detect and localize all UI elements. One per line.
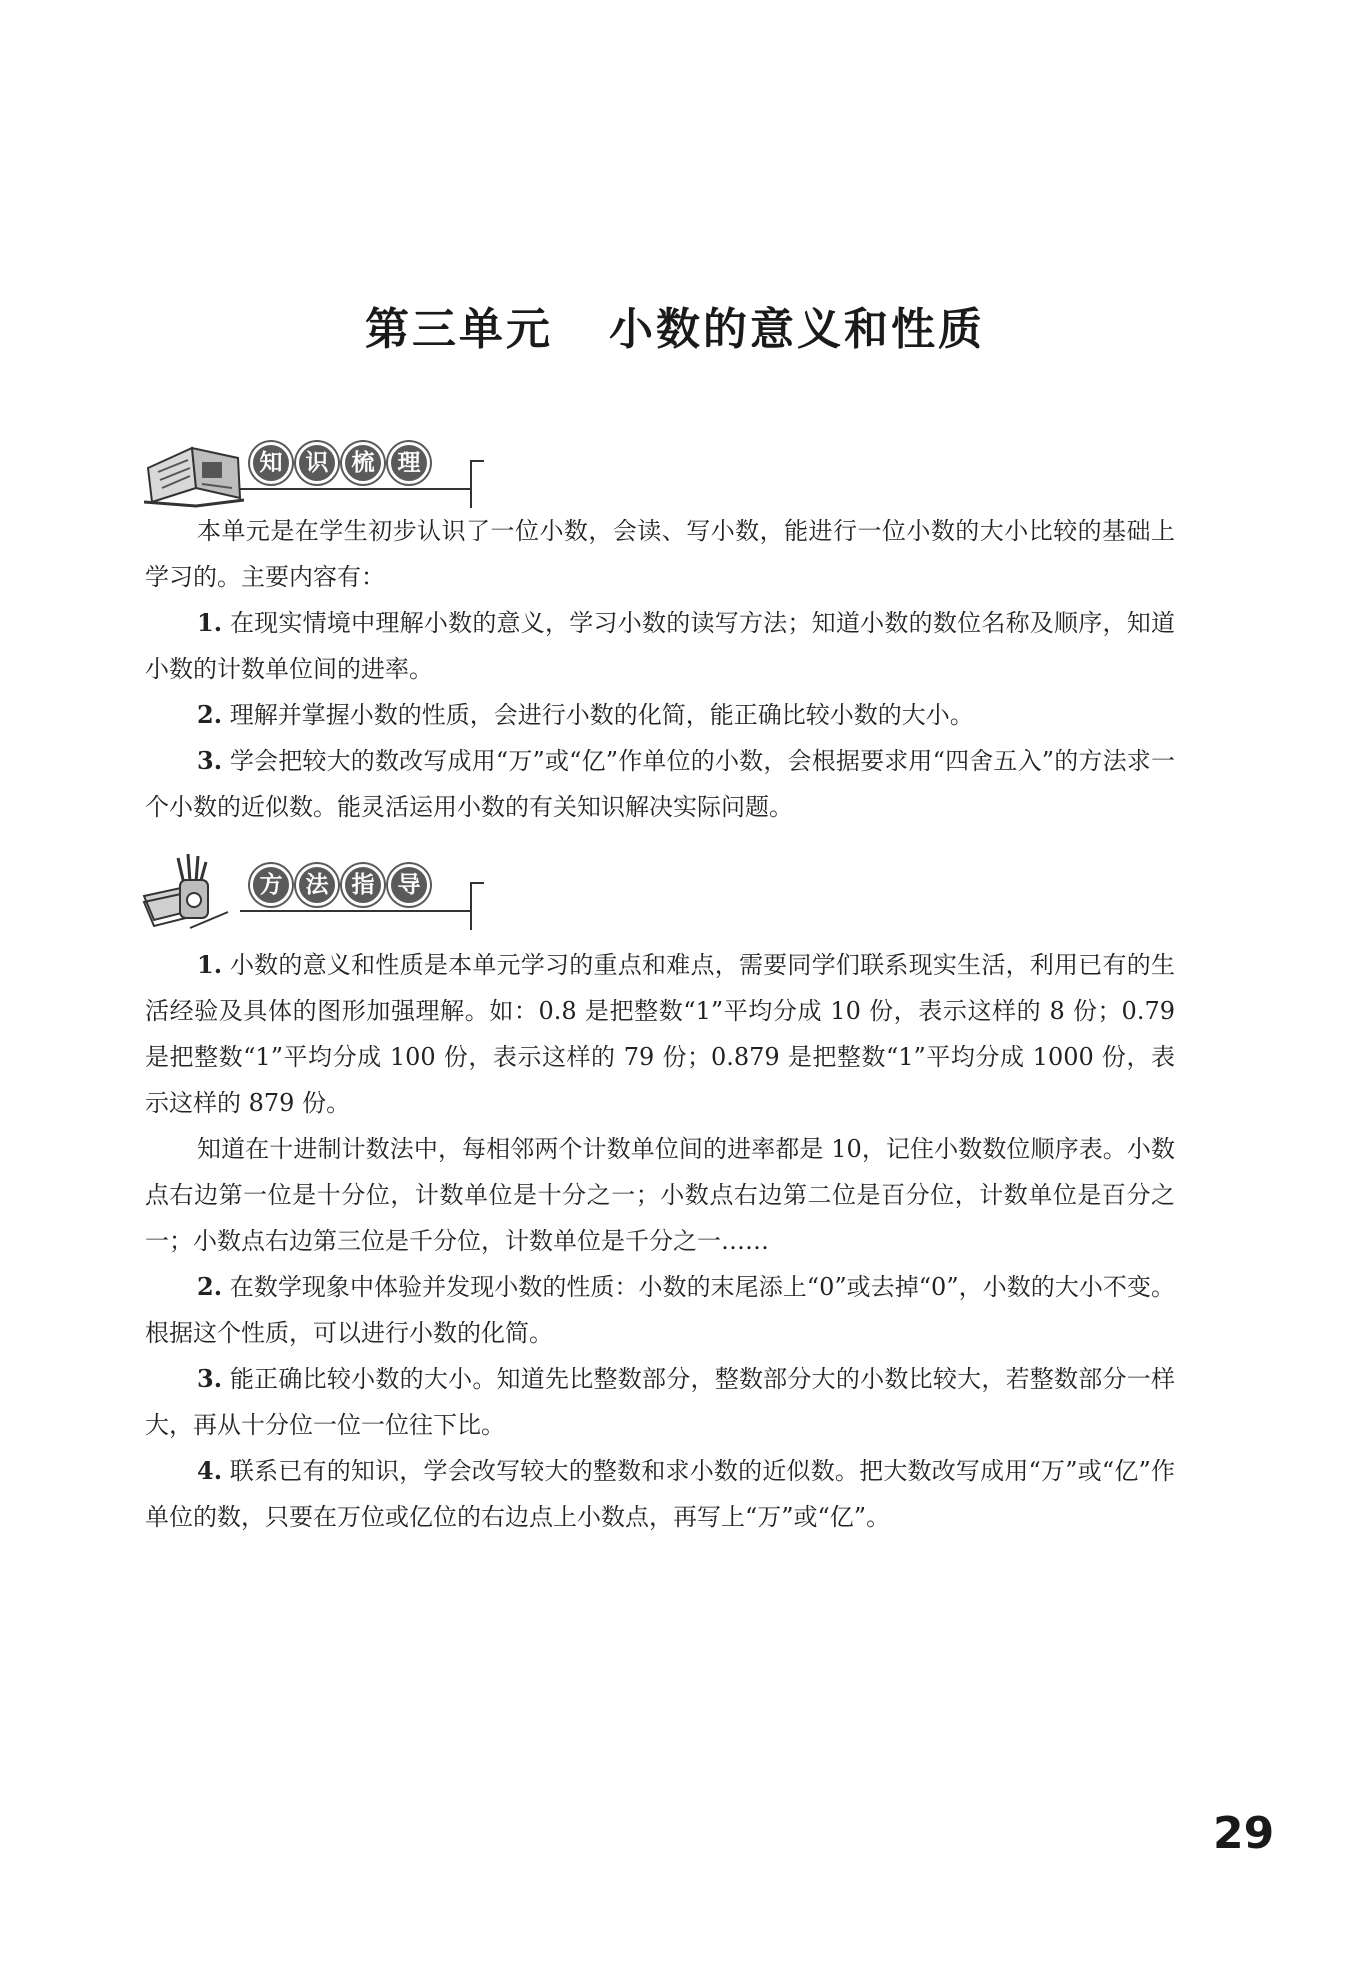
heading-char: 导 bbox=[388, 864, 430, 906]
section-body-knowledge bbox=[145, 508, 1175, 830]
heading-char: 识 bbox=[296, 442, 338, 484]
heading-underline bbox=[240, 488, 472, 508]
heading-underline bbox=[240, 910, 472, 930]
paragraph: 3. 能正确比较小数的大小。知道先比整数部分，整数部分大的小数比较大，若整数部分一样大，再从十分位一位一位往下比。 bbox=[145, 1364, 1175, 1439]
paragraph: 3. 学会把较大的数改写成用“万”或“亿”作单位的小数，会根据要求用“四舍五入”的方法求一个小数的近似数。能灵活运用小数的有关知识解决实际问题。 bbox=[145, 746, 1175, 821]
heading-char: 理 bbox=[388, 442, 430, 484]
paragraph: 知道在十进制计数法中，每相邻两个计数单位间的进率都是 10，记住小数数位顺序表。小数点右边第一位是十分位，计数单位是十分之一；小数点右边第二位是百分位，计数单位是百分之一；小数点右边第三位是千分位，计数单位是千分之一…… bbox=[145, 1135, 1175, 1255]
paragraph: 2. 理解并掌握小数的性质，会进行小数的化简，能正确比较小数的大小。 bbox=[197, 700, 974, 729]
heading-char: 方 bbox=[250, 864, 292, 906]
section-heading-method bbox=[140, 850, 480, 930]
paragraph: 1. 在现实情境中理解小数的意义，学习小数的读写方法；知道小数的数位名称及顺序，知道小数的计数单位间的进率。 bbox=[145, 608, 1175, 683]
paragraph: 4. 联系已有的知识，学会改写较大的整数和求小数的近似数。把大数改写成用“万”或“亿”作单位的数，只要在万位或亿位的右边点上小数点，再写上“万”或“亿”。 bbox=[145, 1456, 1175, 1531]
heading-char: 梳 bbox=[342, 442, 384, 484]
pencil-cup-icon bbox=[140, 850, 250, 930]
page-number: 29 bbox=[1213, 1808, 1275, 1859]
unit-number: 第三单元 bbox=[365, 304, 553, 355]
section-heading-title bbox=[250, 442, 434, 484]
heading-char: 知 bbox=[250, 442, 292, 484]
open-book-icon bbox=[140, 428, 250, 508]
unit-name: 小数的意义和性质 bbox=[609, 304, 985, 355]
paragraph: 1. 小数的意义和性质是本单元学习的重点和难点，需要同学们联系现实生活，利用已有的生活经验及具体的图形加强理解。如：0.8 是把整数“1”平均分成 10 份，表示这样的 8 份；0.79 是把整数“1”平均分成 100 份，表示这样的 79 份；0.879 是把整数“1”平均分成 1000 份，表示这样的 879 份。 bbox=[145, 950, 1175, 1117]
section-heading-title bbox=[250, 864, 434, 906]
heading-char: 法 bbox=[296, 864, 338, 906]
unit-title bbox=[0, 293, 1350, 357]
heading-char: 指 bbox=[342, 864, 384, 906]
paragraph: 本单元是在学生初步认识了一位小数，会读、写小数，能进行一位小数的大小比较的基础上学习的。主要内容有： bbox=[145, 517, 1175, 591]
paragraph: 2. 在数学现象中体验并发现小数的性质：小数的末尾添上“0”或去掉“0”，小数的大小不变。根据这个性质，可以进行小数的化简。 bbox=[145, 1272, 1175, 1347]
section-body-method bbox=[145, 942, 1175, 1540]
section-heading-knowledge bbox=[140, 428, 480, 508]
